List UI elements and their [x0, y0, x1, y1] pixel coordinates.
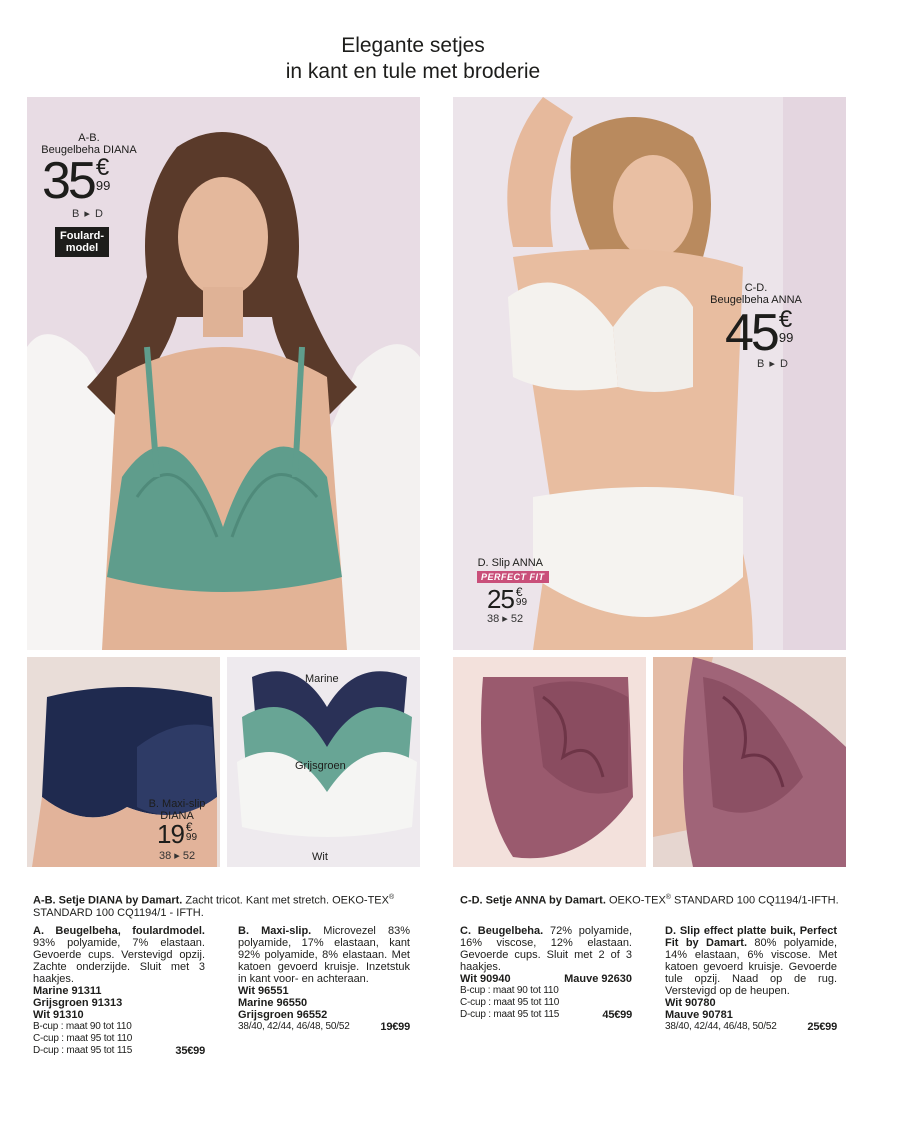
anna-bra-label-name: Beugelbeha ANNA [710, 294, 802, 306]
foulard-badge-line-1: Foulard- [60, 230, 104, 242]
product-c-title: C. Beugelbeha. [460, 925, 544, 937]
anna-bra-label-code: C-D. [744, 282, 768, 294]
product-a-size-c: C-cup : maat 95 tot 110 [33, 1033, 133, 1044]
product-b-colour-2: Marine 96550 [238, 997, 308, 1009]
set-diana-standard: STANDARD 100 CQ1194/1 - IFTH. [33, 906, 204, 919]
product-b-text: Microvezel 83% polyamide, 17% elastaan, kant 92% polyamide, 8% elastaan. Met katoen gevoerd kruisje. Inzetstuk in kant voor- en achteraan. [238, 925, 410, 985]
photo-anna-slip-mauve [453, 657, 646, 867]
product-b-sizes: 38/40, 42/44, 46/48, 50/52 [238, 1021, 350, 1032]
photo-diana-slip [27, 657, 220, 867]
product-c-size-d: D-cup : maat 95 tot 115 [460, 1009, 560, 1020]
product-b-title: B. Maxi-slip. [238, 925, 312, 937]
product-d-description [665, 925, 837, 1033]
product-a-text: 93% polyamide, 7% elastaan. Gevoerde cups. Verstevigd opzij. Zachte onderzijde. Sluit met 3 haakjes. [33, 937, 205, 985]
diana-bra-price-int: 35 [42, 152, 94, 210]
colour-label-grijsgroen: Grijsgroen [295, 760, 346, 772]
product-c-colour-1: Wit 90940 [460, 973, 511, 985]
anna-bra-price [725, 304, 794, 362]
anna-bra-price-int: 45 [725, 304, 777, 362]
product-d-text: 80% polyamide, 14% elastaan, 6% viscose. Met katoen gevoerd kruisje. Gevoerde tule opzij. Naad op de rug. Verstevigd op de heupen. [665, 937, 837, 997]
photo-diana-model [27, 97, 420, 650]
diana-bra-cup-range: B ▸ D [72, 208, 104, 220]
product-b-description [238, 925, 410, 1033]
diana-slip-size-range: 38 ▸ 52 [159, 850, 196, 862]
set-diana-description: Zacht tricot. Kant met stretch. OEKO-TEX [182, 894, 389, 907]
set-anna-standard: STANDARD 100 CQ1194/1-IFTH. [670, 894, 839, 907]
diana-slip-label-1: B. Maxi-slip [148, 798, 206, 810]
product-b-price: 19€99 [380, 1021, 410, 1033]
diana-bra-price [42, 152, 111, 210]
product-c-price: 45€99 [602, 1009, 632, 1021]
photo-diana-colours [227, 657, 420, 867]
set-diana-title: A-B. Setje DIANA by Damart. [33, 894, 183, 907]
page-title-line-1: Elegante setjes [341, 34, 485, 57]
diana-bra-label-code: A-B. [78, 132, 100, 144]
product-d-colour-2: Mauve 90781 [665, 1009, 733, 1021]
anna-slip-price-cents: 99 [515, 597, 528, 608]
product-a-price: 35€99 [175, 1045, 205, 1057]
euro-symbol: € [95, 154, 110, 181]
anna-slip-size-range: 38 ▸ 52 [487, 613, 524, 625]
diana-bra-label-name: Beugelbeha DIANA [41, 144, 137, 156]
anna-slip-price [487, 584, 528, 614]
product-a-colour-2: Grijsgroen 91313 [33, 997, 123, 1009]
foulard-badge-line-2: model [65, 242, 99, 254]
anna-slip-label: D. Slip ANNA [477, 557, 543, 569]
diana-slip-price [157, 819, 198, 849]
product-c-colour-2: Mauve 92630 [564, 973, 632, 985]
anna-bra-cup-range: B ▸ D [757, 358, 789, 370]
euro-symbol: € [778, 306, 793, 333]
anna-bra-price-cents: 99 [778, 330, 794, 345]
photo-anna-bra-mauve [653, 657, 846, 867]
product-b-colour-1: Wit 96551 [238, 985, 289, 997]
diana-slip-price-int: 19 [157, 819, 184, 849]
anna-slip-price-int: 25 [487, 584, 514, 614]
registered-mark: ® [388, 894, 395, 901]
perfect-fit-badge: PERFECT FIT [477, 571, 549, 583]
product-b-colour-3: Grijsgroen 96552 [238, 1009, 328, 1021]
euro-symbol: € [185, 820, 193, 834]
colour-label-wit: Wit [312, 851, 328, 863]
product-a-title: A. Beugelbeha, foulardmodel. [33, 925, 205, 937]
set-diana-heading [33, 892, 423, 919]
product-c-description [460, 925, 632, 1021]
product-d-price: 25€99 [807, 1021, 837, 1033]
product-d-colour-1: Wit 90780 [665, 997, 716, 1009]
diana-slip-price-cents: 99 [185, 832, 198, 843]
product-a-colour-3: Wit 91310 [33, 1009, 84, 1021]
product-c-text: 72% polyamide, 16% viscose, 12% elastaan. Gevoerde cups. Sluit met 2 of 3 haakjes. [460, 925, 632, 973]
product-a-colour-1: Marine 91311 [33, 985, 102, 997]
product-d-sizes: 38/40, 42/44, 46/48, 50/52 [665, 1021, 777, 1032]
diana-slip-label-2: DIANA [160, 810, 194, 822]
product-d-title: D. Slip effect platte buik, Perfect Fit by Damart. [665, 925, 837, 949]
diana-bra-price-cents: 99 [95, 178, 111, 193]
euro-symbol: € [515, 585, 523, 599]
registered-mark: ® [665, 894, 671, 901]
anna-bra-label [701, 282, 811, 306]
set-anna-title: C-D. Setje ANNA by Damart. [460, 894, 606, 907]
product-c-size-b: B-cup : maat 90 tot 110 [460, 985, 559, 996]
page-title-line-2: in kant en tule met broderie [285, 60, 541, 83]
foulard-model-badge [55, 227, 109, 257]
set-anna-oeko: OEKO-TEX [605, 894, 666, 907]
product-a-size-d: D-cup : maat 95 tot 115 [33, 1045, 133, 1056]
photo-anna-model [453, 97, 846, 650]
product-c-size-c: C-cup : maat 95 tot 110 [460, 997, 560, 1008]
colour-label-marine: Marine [305, 673, 339, 685]
product-a-size-b: B-cup : maat 90 tot 110 [33, 1021, 132, 1032]
page-title [0, 33, 826, 85]
set-anna-heading [460, 892, 850, 907]
product-a-description [33, 925, 205, 1057]
